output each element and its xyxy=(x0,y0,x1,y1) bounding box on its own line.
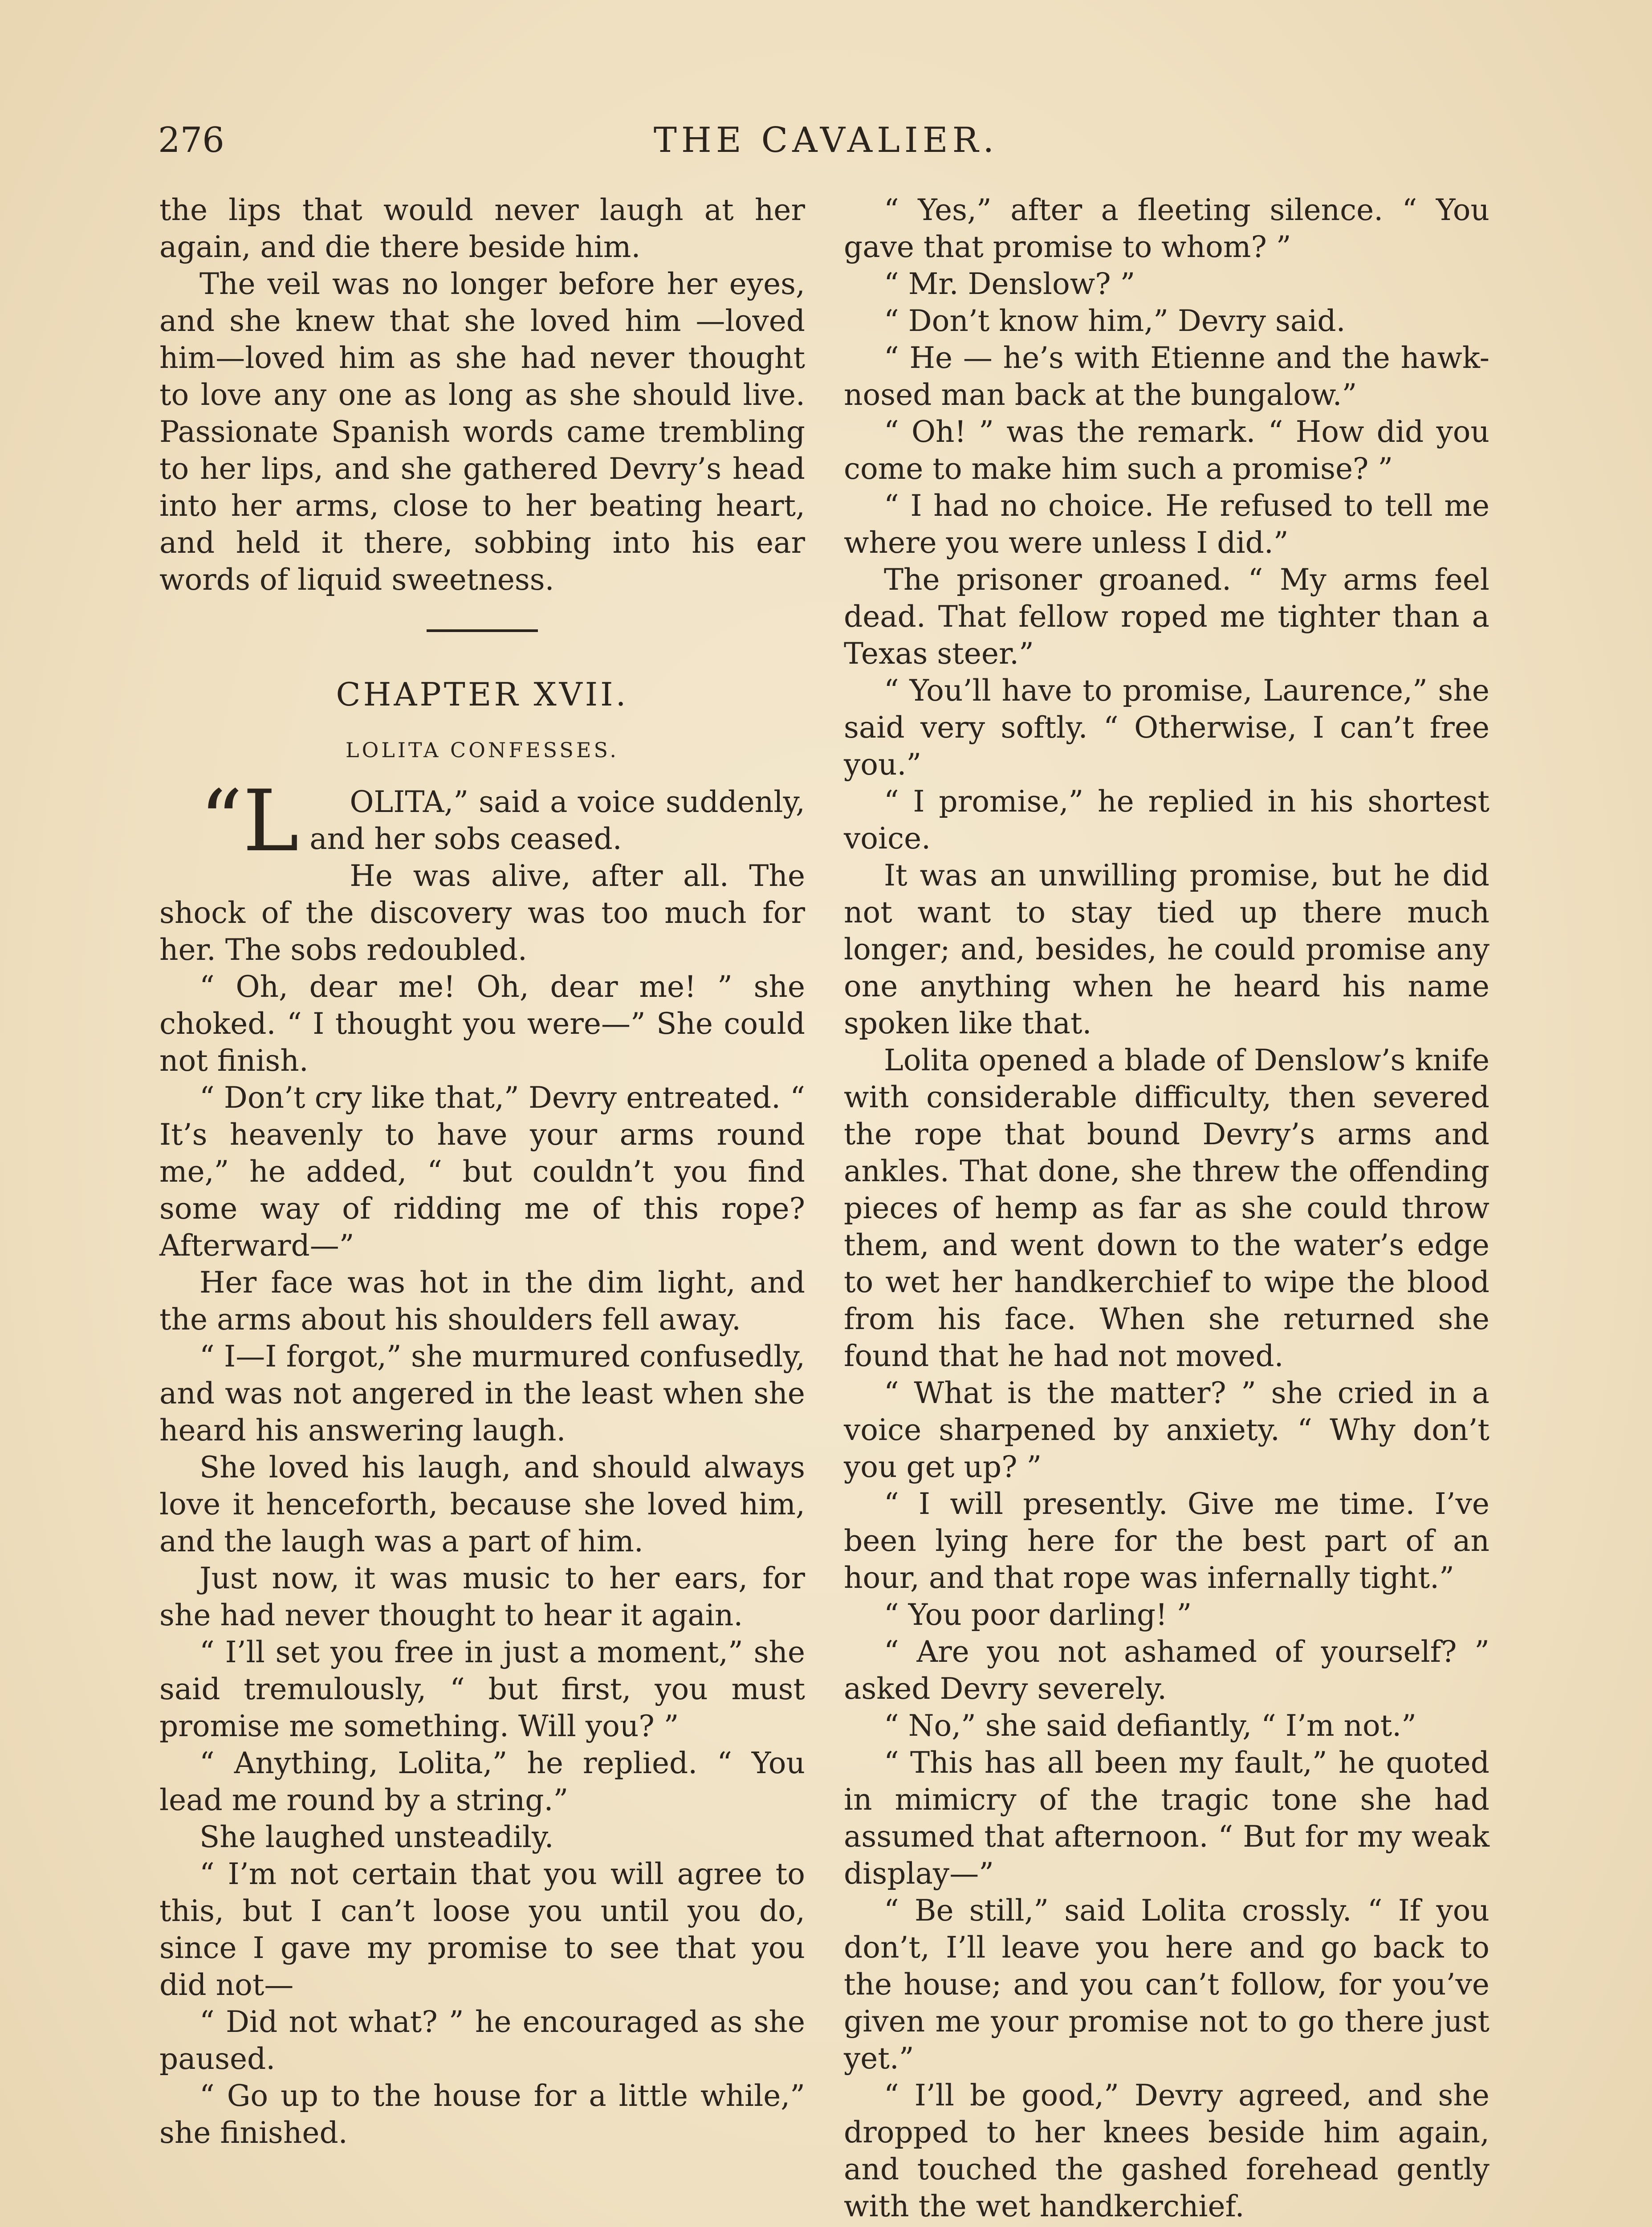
page-number: 276 xyxy=(158,120,224,160)
chapter-title: CHAPTER XVII. xyxy=(336,676,629,713)
paragraph: “ What is the matter? ” she cried in a voice sharpened by anxiety. “ Why don’t you get up? ” xyxy=(844,1376,1489,1484)
chapter-subtitle: LOLITA CONFESSES. xyxy=(346,738,619,762)
paragraph: He was alive, after all. The shock of the discovery was too much for her. The sobs redoubled. xyxy=(159,859,805,967)
paragraph: “ Oh, dear me! Oh, dear me! ” she choked. “ I thought you were—” She could not finish. xyxy=(159,970,805,1078)
paragraph: “ I promise,” he replied in his shortest voice. xyxy=(844,784,1489,856)
paragraph: “ Did not what? ” he encouraged as she paused. xyxy=(159,2005,805,2076)
paragraph: “ Don’t know him,” Devry said. xyxy=(884,304,1346,338)
paragraph: “ I—I forgot,” she murmured confusedly, and was not angered in the least when she heard his answering laugh. xyxy=(159,1339,805,1448)
paragraph: the lips that would never laugh at her again, and die there beside him. xyxy=(159,193,805,264)
paragraph: “ Be still,” said Lolita crossly. “ If you don’t, I’ll leave you here and go back to the house; and you can’t follow, for you’ve given me your promise not to go there just yet.” xyxy=(844,1893,1489,2076)
paragraph: Her face was hot in the dim light, and the arms about his shoulders fell away. xyxy=(159,1265,805,1337)
paragraph: “ This has all been my fault,” he quoted in mimicry of the tragic tone she had assumed that afternoon. “ But for my weak display—” xyxy=(844,1746,1489,1891)
chapter-opening-paragraph xyxy=(159,772,805,870)
paragraph: She loved his laugh, and should always love it henceforth, because she loved him, and the laugh was a part of him. xyxy=(159,1450,805,1558)
paragraph: “ Yes,” after a fleeting silence. “ You gave that promise to whom? ” xyxy=(844,193,1489,264)
paragraph: “ He — he’s with Etienne and the hawk-nosed man back at the bungalow.” xyxy=(844,341,1489,412)
paragraph: It was an unwilling promise, but he did not want to stay tied up there much longer; and, besides, he could promise any one anything when he heard his name spoken like that. xyxy=(844,858,1489,1040)
right-column xyxy=(844,192,1489,2225)
paragraph: Lolita opened a blade of Denslow’s knife with considerable difficulty, then severed the rope that bound Devry’s arms and ankles. That done, she threw the offending pieces of hemp as far as she could throw them, and went down to the water’s edge to wet her handkerchief to wipe the blood from his face. When she returned she found that he had not moved. xyxy=(844,1043,1489,1373)
paragraph: “ You poor darling! ” xyxy=(884,1598,1192,1632)
paragraph: “ Oh! ” was the remark. “ How did you come to make him such a promise? ” xyxy=(844,415,1489,486)
paragraph: “ I had no choice. He refused to tell me where you were unless I did.” xyxy=(844,489,1489,560)
paragraph: The prisoner groaned. “ My arms feel dead. That fellow roped me tighter than a Texas steer.” xyxy=(844,563,1489,671)
section-divider xyxy=(427,629,538,632)
paragraph: She laughed unsteadily. xyxy=(199,1820,554,1854)
paragraph: “ I’ll set you free in just a moment,” she said tremulously, “ but first, you must promise me something. Will you? ” xyxy=(159,1635,805,1743)
paragraph: “ You’ll have to promise, Laurence,” she said very softly. “ Otherwise, I can’t free you.” xyxy=(844,673,1489,782)
paragraph: “ Go up to the house for a little while,” she finished. xyxy=(159,2079,805,2150)
paragraph: “ I’m not certain that you will agree to this, but I can’t loose you until you do, since I gave my promise to see that you did not— xyxy=(159,1857,805,2002)
paragraph: “ I’ll be good,” Devry agreed, and she dropped to her knees beside him again, and touched the gashed forehead gently with the wet handkerchief. xyxy=(844,2078,1489,2223)
paragraph: “ Don’t cry like that,” Devry entreated. “ It’s heavenly to have your arms round me,” he added, “ but couldn’t you find some way of ridding me of this rope? Afterward—” xyxy=(159,1081,805,1263)
paragraph: “ Anything, Lolita,” he replied. “ You lead me round by a string.” xyxy=(159,1746,805,1817)
drop-cap: “L xyxy=(199,772,299,870)
paragraph: “ No,” she said defiantly, “ I’m not.” xyxy=(884,1709,1416,1743)
running-title: THE CAVALIER. xyxy=(653,120,999,160)
paragraph: “ Mr. Denslow? ” xyxy=(884,267,1135,301)
paragraph: Just now, it was music to her ears, for she had never thought to hear it again. xyxy=(159,1561,805,1632)
page-header xyxy=(158,116,1494,165)
paragraph: The veil was no longer before her eyes, and she knew that she loved him —loved him—loved him as she had never thought to love any one as long as she should live. Passionate Spanish words came trembling to her lips, and she gathered Devry’s head into her arms, close to her beating heart, and held it there, sobbing into his ear words of liquid sweetness. xyxy=(159,267,805,597)
paragraph: “ I will presently. Give me time. I’ve been lying here for the best part of an hour, and that rope was infernally tight.” xyxy=(844,1487,1489,1595)
opening-text: OLITA,” said a voice suddenly, and her sobs ceased. xyxy=(309,785,805,856)
left-column xyxy=(159,192,805,2151)
paragraph: “ Are you not ashamed of yourself? ” asked Devry severely. xyxy=(844,1635,1489,1706)
